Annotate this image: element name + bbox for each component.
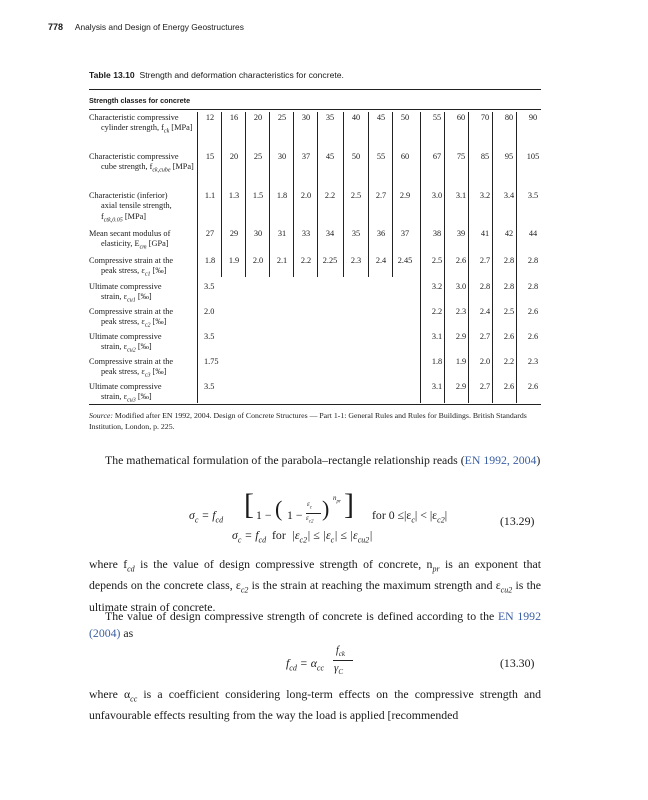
table-cell: 27 — [205, 229, 215, 238]
table-cell: 1.75 — [204, 357, 219, 366]
row-label-line: peak stress, $\varepsilon_{c3}$ [‰] — [101, 367, 167, 380]
table-cell: 2.8 — [503, 282, 515, 291]
table-cell: 2.9 — [455, 382, 467, 391]
table-source — [89, 411, 541, 432]
table-cell: 2.6 — [503, 332, 515, 341]
p3-a: The value of design compressive strength of concrete is defined according to the — [105, 609, 495, 623]
table-cell: 33 — [301, 229, 311, 238]
table-cell: 105 — [526, 152, 540, 161]
table-group-header: Strength classes for concrete — [89, 96, 191, 105]
table-cell: 55 — [376, 152, 386, 161]
row-label-subscript: c2 — [144, 323, 151, 330]
table-cell: 42 — [504, 229, 514, 238]
table-cell: 16 — [229, 113, 239, 122]
paragraph-2: where $f_{cd}$ is the value of design compressive strength of concrete, $n_{pr}$ is an exponent that depends on the concrete class, $\varepsilon_{c2}$ is the strain at reaching the maximum strength and $\varepsilon_{cu2}$ is the ultimate strain of concrete. — [89, 557, 542, 614]
row-label-line: Characteristic compressive — [89, 113, 179, 122]
source-label: Source: — [89, 411, 113, 420]
table-row-label — [89, 191, 197, 226]
table-cell: 1.9 — [455, 357, 467, 366]
table-cell-divider — [293, 112, 294, 277]
table-cell-divider — [245, 112, 246, 277]
table-cell: 45 — [376, 113, 386, 122]
table-cell: 2.5 — [431, 256, 443, 265]
table-header-rule — [89, 109, 541, 110]
row-label-subscript: ck,cube — [152, 168, 171, 175]
p2-d: is the strain at reaching the maximum strength and ε — [251, 578, 501, 593]
row-label-line: strain, $\varepsilon_{cu1}$ [‰] — [101, 292, 152, 305]
table-column-divider — [420, 112, 421, 403]
table-row-label — [89, 256, 197, 280]
eq1-condition-b: | < |ε — [414, 508, 438, 522]
table-cell: 2.8 — [503, 256, 515, 265]
eq1-line2: σ — [232, 528, 238, 542]
table-cell: 2.6 — [503, 382, 515, 391]
row-label-line: peak stress, $\varepsilon_{c2}$ [‰] — [101, 317, 167, 330]
table-bottom-rule — [89, 404, 541, 405]
row-label-subscript: cu1 — [127, 298, 136, 305]
table-cell: 2.0 — [204, 307, 215, 316]
table-cell: 2.5 — [503, 307, 515, 316]
row-label-line: axial tensile strength, — [101, 201, 172, 211]
table-cell: 2.2 — [431, 307, 443, 316]
table-cell: 34 — [325, 229, 335, 238]
table-row-label — [89, 113, 197, 137]
table-cell: 2.2 — [300, 256, 312, 265]
row-label-line: Compressive strain at the — [89, 256, 174, 265]
table-row-label — [89, 229, 197, 253]
table-cell: 1.1 — [204, 191, 216, 200]
table-cell: 2.9 — [455, 332, 467, 341]
table-cell: 70 — [480, 113, 490, 122]
table-cell: 3.2 — [431, 282, 443, 291]
row-label-line: Mean secant modulus of — [89, 229, 171, 238]
table-cell: 50 — [351, 152, 361, 161]
table-cell: 1.9 — [228, 256, 240, 265]
table-cell-divider — [269, 112, 270, 277]
table-cell: 2.7 — [479, 382, 491, 391]
eq1-condition: for 0 ≤|ε — [372, 508, 412, 522]
table-cell: 2.0 — [300, 191, 312, 200]
paragraph-3 — [89, 608, 541, 642]
table-cell: 30 — [253, 229, 263, 238]
table-cell: 55 — [432, 113, 442, 122]
table-cell: 60 — [456, 113, 466, 122]
table-cell: 2.7 — [479, 256, 491, 265]
table-cell-divider — [368, 112, 369, 277]
table-row-label — [89, 332, 197, 356]
table-cell: 2.7 — [479, 332, 491, 341]
table-cell: 35 — [351, 229, 361, 238]
p3-b: as — [123, 626, 134, 640]
table-cell: 1.3 — [228, 191, 240, 200]
p4-a: where α — [89, 687, 131, 701]
table-cell: 3.1 — [431, 332, 443, 341]
row-label-subscript: cm — [139, 245, 147, 252]
table-cell: 31 — [277, 229, 287, 238]
table-cell: 3.5 — [527, 191, 539, 200]
running-header — [48, 22, 244, 32]
row-label-line: cylinder strength, $f_{ck}$ [MPa] — [101, 123, 193, 136]
source-text: Modified after EN 1992, 2004. Design of Concrete Structures — Part 1-1: General Rules and Rules for Buildings. British Standards Institution, London, p. 225. — [89, 411, 527, 431]
row-label-subscript: cu3 — [127, 398, 136, 405]
row-label-subscript: cu2 — [127, 348, 136, 355]
table-cell: 2.6 — [527, 307, 539, 316]
row-label-line: strain, $\varepsilon_{cu2}$ [‰] — [101, 342, 152, 355]
table-cell: 35 — [325, 113, 335, 122]
table-caption — [89, 70, 344, 80]
running-title: Analysis and Design of Energy Geostructures — [74, 22, 244, 32]
table-cell-divider — [221, 112, 222, 277]
row-label-line: Ultimate compressive — [89, 282, 162, 291]
table-cell: 2.2 — [503, 357, 515, 366]
table-cell: 2.3 — [350, 256, 362, 265]
table-cell: 39 — [456, 229, 466, 238]
table-cell: 2.9 — [399, 191, 411, 200]
p1-close: ) — [536, 453, 541, 467]
table-cell: 1.8 — [276, 191, 288, 200]
table-cell: 2.8 — [527, 282, 539, 291]
table-cell: 1.8 — [431, 357, 443, 366]
table-cell: 2.6 — [455, 256, 467, 265]
table-cell: 2.45 — [397, 256, 413, 265]
table-cell: 20 — [253, 113, 263, 122]
p2-b: is the value of design compressive strength of concrete, n — [140, 557, 433, 571]
table-cell: 12 — [205, 113, 215, 122]
table-cell: 3.0 — [455, 282, 467, 291]
table-cell: 95 — [504, 152, 514, 161]
table-cell: 2.25 — [322, 256, 338, 265]
ref-link-en1992[interactable]: EN 1992, 2004 — [464, 453, 537, 467]
table-cell: 2.3 — [455, 307, 467, 316]
p2-a: where f — [89, 557, 128, 571]
table-cell: 2.8 — [527, 256, 539, 265]
table-cell: 25 — [277, 113, 287, 122]
table-cell: 2.8 — [479, 282, 491, 291]
table-cell: 2.0 — [479, 357, 491, 366]
table-cell: 36 — [376, 229, 386, 238]
table-cell: 2.7 — [375, 191, 387, 200]
table-cell: 3.5 — [204, 382, 215, 391]
table-cell: 2.1 — [276, 256, 288, 265]
table-row-label — [89, 382, 197, 406]
paragraph-1 — [89, 452, 541, 469]
page-number: 778 — [48, 22, 64, 32]
row-label-line: $f_{ctk,0.05}$ [MPa] — [101, 211, 147, 224]
row-label-line: Compressive strain at the — [89, 307, 174, 316]
ref-link-en1992-2004[interactable]: EN 1992 (2004) — [89, 609, 541, 640]
table-cell: 45 — [325, 152, 335, 161]
table-cell: 50 — [400, 113, 410, 122]
row-label-subscript: ctk,0.05 — [103, 217, 123, 224]
table-cell: 37 — [301, 152, 311, 161]
table-cell: 44 — [528, 229, 538, 238]
table-cell: 75 — [456, 152, 466, 161]
p4-b: is a coefficient considering long-term effects on the compressive strength and unfavourable effects resulting from the way the load is applied [recommended — [89, 687, 542, 723]
table-row-label — [89, 282, 197, 306]
table-cell: 2.2 — [324, 191, 336, 200]
table-cell-divider — [343, 112, 344, 277]
table-cell: 3.5 — [204, 332, 215, 341]
table-column-divider — [197, 112, 198, 403]
table-cell: 2.6 — [527, 382, 539, 391]
table-row-label — [89, 357, 197, 381]
table-row-label — [89, 307, 197, 331]
table-cell: 1.8 — [204, 256, 216, 265]
row-label-line: cube strength, $f_{ck,cube}$ [MPa] — [101, 162, 194, 175]
row-label-line: Ultimate compressive — [89, 332, 162, 341]
table-cell: 30 — [301, 113, 311, 122]
table-top-rule — [89, 89, 541, 90]
table-cell: 2.4 — [479, 307, 491, 316]
row-label-line: Characteristic (inferior) — [89, 191, 168, 200]
row-label-line: Ultimate compressive — [89, 382, 162, 391]
row-label-subscript: ck — [163, 129, 170, 136]
table-cell: 80 — [504, 113, 514, 122]
p1-text: The mathematical formulation of the parabola–rectangle relationship reads ( — [105, 453, 465, 467]
table-cell: 41 — [480, 229, 490, 238]
table-cell-divider — [317, 112, 318, 277]
row-label-line: Compressive strain at the — [89, 357, 174, 366]
table-cell-divider — [392, 112, 393, 277]
table-cell: 3.1 — [455, 191, 467, 200]
row-label-line: elasticity, $E_{cm}$ [GPa] — [101, 239, 169, 252]
table-cell: 30 — [277, 152, 287, 161]
p2-c: is an exponent that depends on the concrete class, ε — [89, 557, 541, 593]
table-cell: 2.0 — [252, 256, 264, 265]
table-caption-text: Strength and deformation characteristics for concrete. — [139, 70, 344, 80]
eq1-number: (13.29) — [500, 514, 535, 528]
table-row-label — [89, 152, 197, 176]
table-cell: 1.5 — [252, 191, 264, 200]
table-cell: 2.3 — [527, 357, 539, 366]
row-label-subscript: c1 — [144, 272, 151, 279]
table-cell: 60 — [400, 152, 410, 161]
row-label-line: peak stress, $\varepsilon_{c1}$ [‰] — [101, 266, 167, 279]
table-cell: 20 — [229, 152, 239, 161]
table-cell: 40 — [351, 113, 361, 122]
paragraph-4: where $\alpha_{cc}$ is a coefficient considering long-term effects on the compressive strength and unfavourable effects resulting from the way the load is applied [recommended — [89, 687, 542, 723]
table-cell: 2.4 — [375, 256, 387, 265]
row-label-subscript: c3 — [144, 373, 151, 380]
eq2-number: (13.30) — [500, 656, 535, 670]
table-cell: 3.5 — [204, 282, 215, 291]
table-cell: 3.2 — [479, 191, 491, 200]
table-cell: 90 — [528, 113, 538, 122]
p2-e: is the ultimate strain of concrete. — [89, 578, 542, 614]
table-cell: 3.4 — [503, 191, 515, 200]
table-cell: 15 — [205, 152, 215, 161]
table-cell: 29 — [229, 229, 239, 238]
table-cell: 2.6 — [527, 332, 539, 341]
table-cell: 38 — [432, 229, 442, 238]
row-label-line: Characteristic compressive — [89, 152, 179, 161]
table-cell: 3.1 — [431, 382, 443, 391]
table-caption-label: Table 13.10 — [89, 70, 135, 80]
row-label-line: strain, $\varepsilon_{cu3}$ [‰] — [101, 392, 152, 405]
table-cell: 25 — [253, 152, 263, 161]
table-cell: 37 — [400, 229, 410, 238]
table-cell: 67 — [432, 152, 442, 161]
table-cell: 3.0 — [431, 191, 443, 200]
table-cell: 85 — [480, 152, 490, 161]
table-cell: 2.5 — [350, 191, 362, 200]
